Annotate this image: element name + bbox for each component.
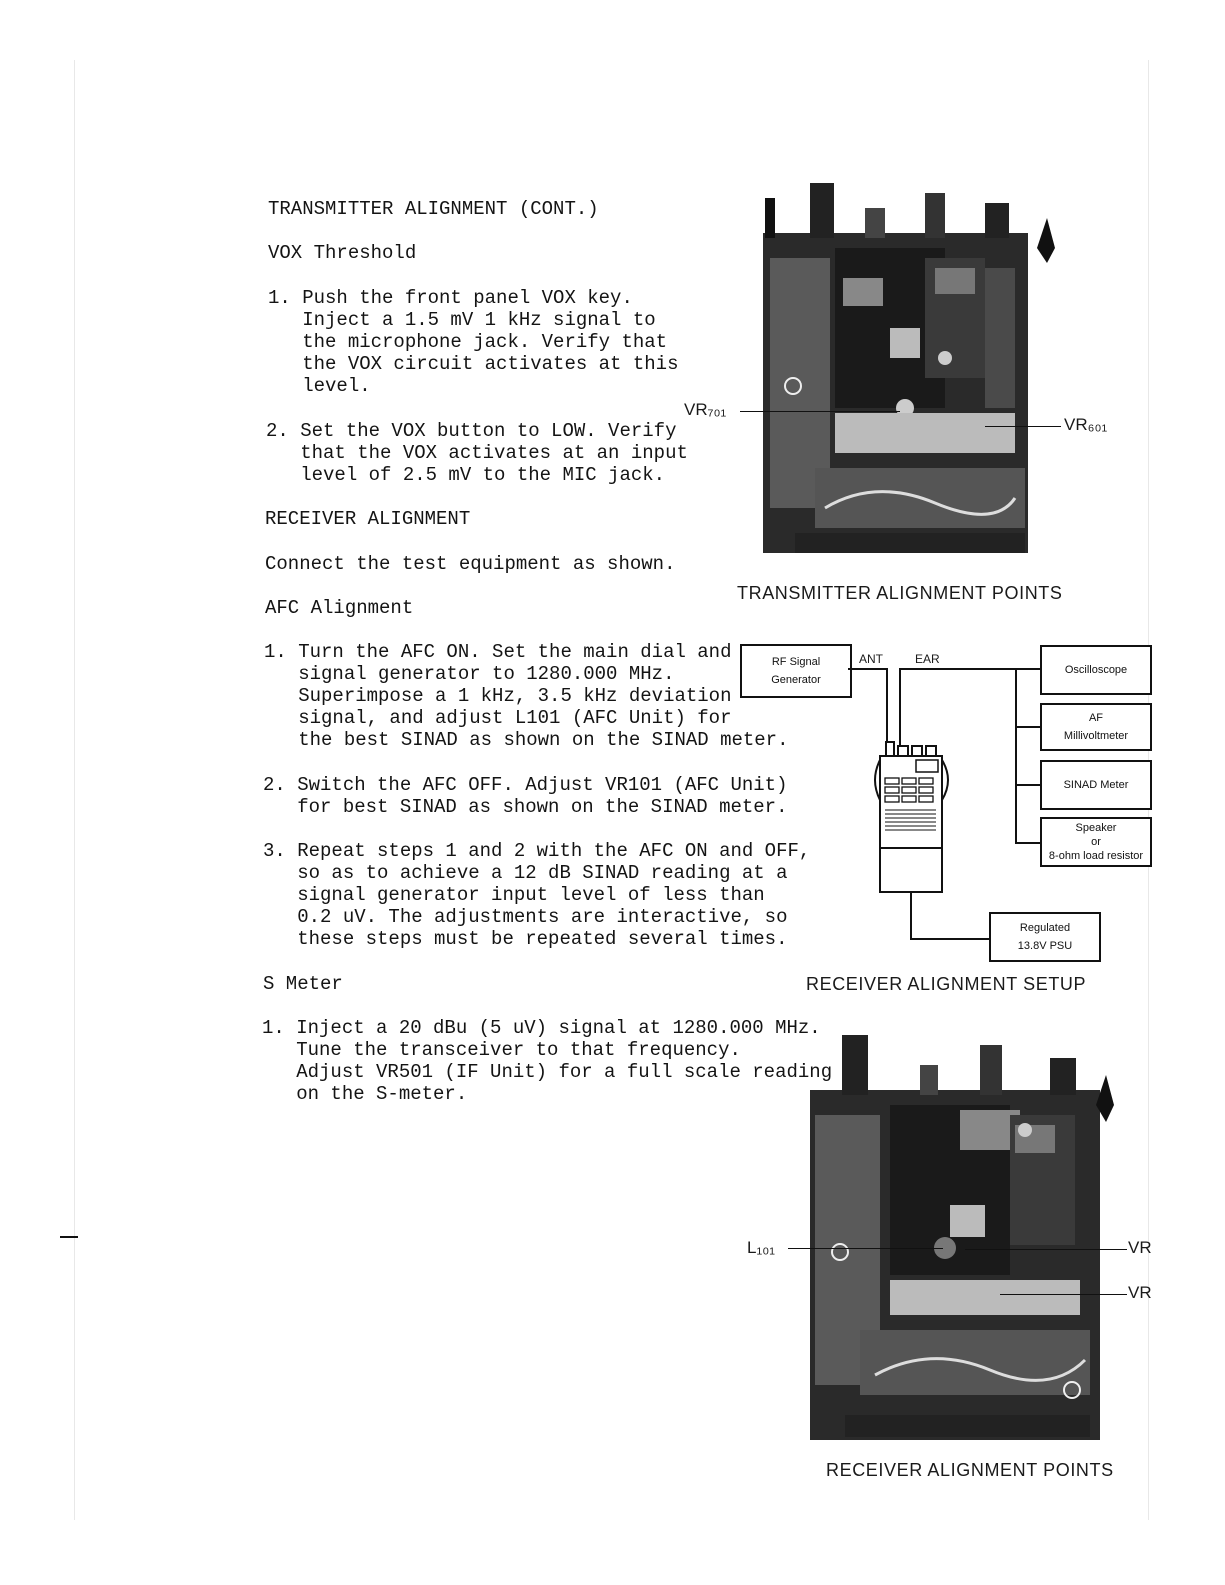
vox-step-1: 1. Push the front panel VOX key. Inject a 1.5 mV 1 kHz signal to the microphone jack. Verify that the VOX circuit activates at this level. <box>268 287 679 397</box>
scan-edge-left <box>74 60 75 1520</box>
vr-leader-1 <box>965 1249 1127 1250</box>
sinad-meter-box: SINAD Meter <box>1040 760 1152 810</box>
tap-sinad <box>1015 784 1041 786</box>
ant-line-v <box>886 668 888 746</box>
connect-instruction: Connect the test equipment as shown. <box>265 553 676 575</box>
afc-step-3: 3. Repeat steps 1 and 2 with the AFC ON and OFF, so as to achieve a 12 dB SINAD reading at a signal generator input level of less than 0.2 uV. The adjustments are interactive, so these steps must be repeated several times. <box>263 840 811 950</box>
vr-label-2: VR <box>1128 1283 1152 1302</box>
scan-mark <box>60 1236 78 1238</box>
ant-line-h <box>848 668 888 670</box>
vr601-label: VR₆₀₁ <box>1064 415 1108 434</box>
transmitter-board-photo <box>755 178 1060 570</box>
af-millivoltmeter-box: AF Millivoltmeter <box>1040 703 1152 751</box>
ant-label: ANT <box>859 652 883 666</box>
psu-line-v <box>910 892 912 940</box>
tap-osc <box>1015 668 1041 670</box>
oscilloscope-box: Oscilloscope <box>1040 645 1152 695</box>
l101-leader <box>788 1248 943 1249</box>
vr601-leader <box>985 426 1061 427</box>
vr701-leader <box>740 411 900 412</box>
afc-step-1: 1. Turn the AFC ON. Set the main dial and signal generator to 1280.000 MHz. Superimpose a 1 kHz, 3.5 kHz deviation signal, and adjust L101 (AFC Unit) for the best SINAD as shown on the SINAD meter. <box>264 641 789 751</box>
vox-step-2: 2. Set the VOX button to LOW. Verify that the VOX activates at an input level of 2.5 mV to the MIC jack. <box>266 420 688 486</box>
bus-line-v <box>1015 668 1017 844</box>
ear-label: EAR <box>915 652 940 666</box>
ear-line-v <box>899 668 901 746</box>
regulated-psu-box: Regulated 13.8V PSU <box>989 912 1101 962</box>
vr-leader-2 <box>1000 1294 1127 1295</box>
psu-line-h <box>910 938 990 940</box>
speaker-load-box: Speaker or 8-ohm load resistor <box>1040 817 1152 867</box>
heading-s-meter: S Meter <box>263 973 343 995</box>
heading-afc-alignment: AFC Alignment <box>265 597 414 619</box>
receiver-setup-caption: RECEIVER ALIGNMENT SETUP <box>806 974 1087 994</box>
receiver-board-photo <box>800 1030 1118 1448</box>
s-meter-step-1: 1. Inject a 20 dBu (5 uV) signal at 1280.000 MHz. Tune the transceiver to that frequency. Adjust VR501 (IF Unit) for a full scale reading on the S-meter. <box>262 1017 833 1105</box>
rf-signal-generator-box: RF Signal Generator <box>740 644 852 698</box>
afc-step-2: 2. Switch the AFC OFF. Adjust VR101 (AFC Unit) for best SINAD as shown on the SINAD meter. <box>263 774 788 818</box>
tap-speaker <box>1015 842 1041 844</box>
heading-transmitter-alignment: TRANSMITTER ALIGNMENT (CONT.) <box>268 198 599 220</box>
l101-label: L₁₀₁ <box>747 1238 775 1257</box>
tap-af <box>1015 726 1041 728</box>
transmitter-alignment-caption: TRANSMITTER ALIGNMENT POINTS <box>737 583 1063 603</box>
ear-line-h <box>899 668 1017 670</box>
vr-label-1: VR <box>1128 1238 1152 1257</box>
vr701-label: VR₇₀₁ <box>684 400 727 419</box>
receiver-alignment-caption: RECEIVER ALIGNMENT POINTS <box>826 1460 1114 1480</box>
heading-receiver-alignment: RECEIVER ALIGNMENT <box>265 508 471 530</box>
heading-vox-threshold: VOX Threshold <box>268 242 417 264</box>
transceiver-icon <box>868 740 958 895</box>
